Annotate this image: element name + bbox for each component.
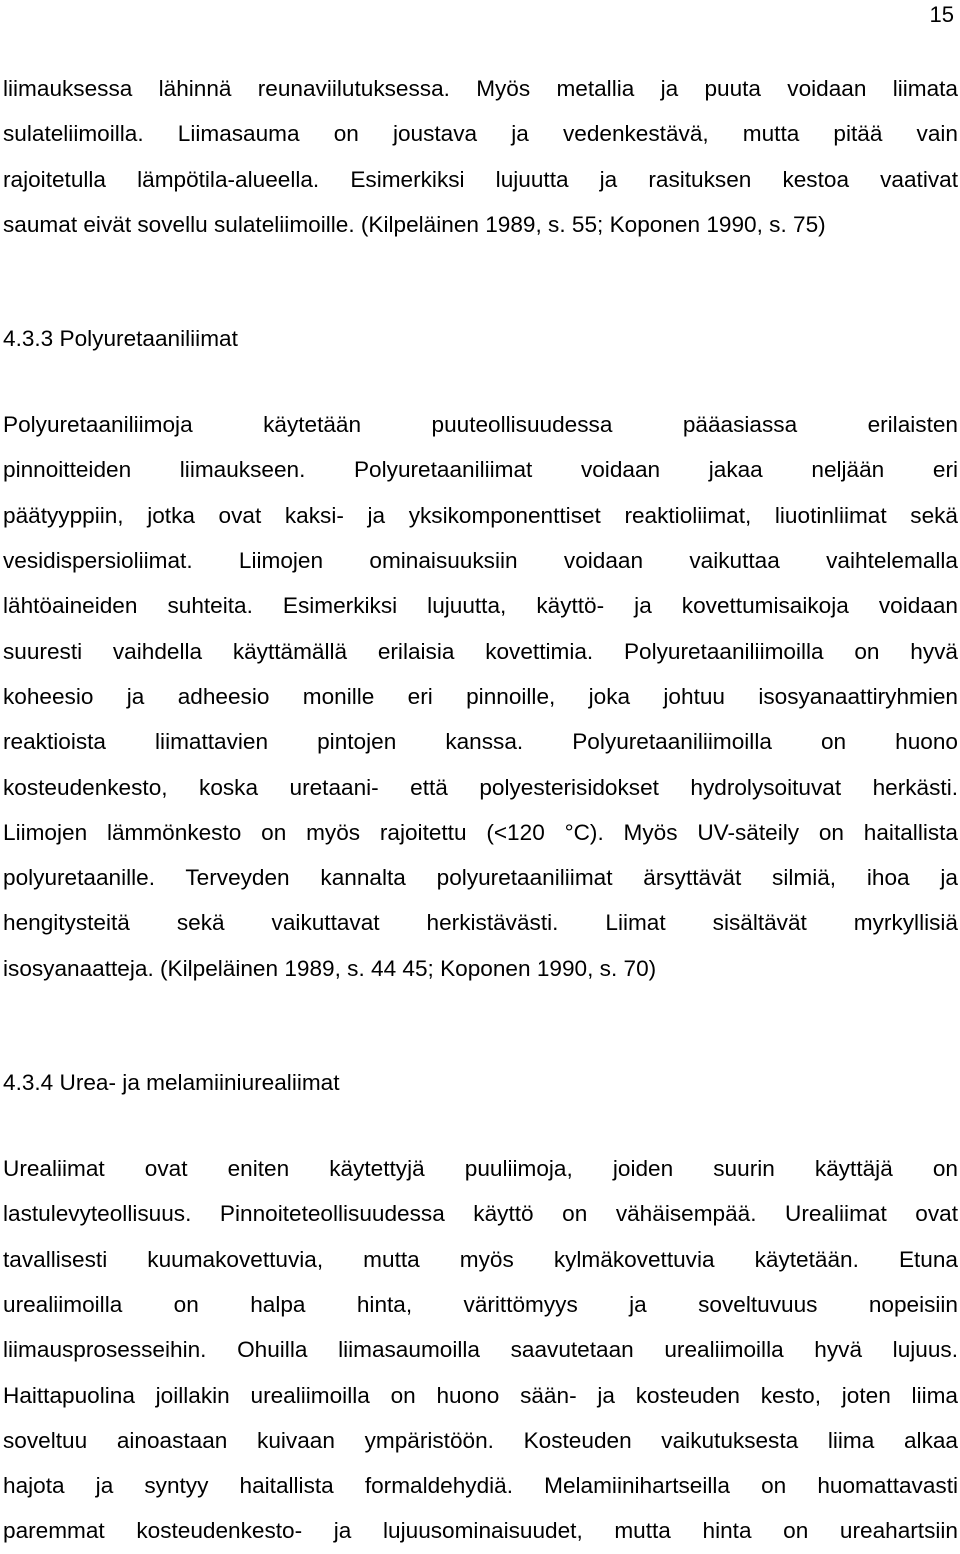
paragraph-sulateliimat <box>3 66 958 247</box>
page-number: 15 <box>929 2 954 27</box>
paragraph-polyuretaaniliimat <box>3 402 958 991</box>
text-line: Haittapuolina joillakin urealiimoilla on huono sään- ja kosteuden kesto, joten liima <box>3 1382 958 1408</box>
text-line: lähtöaineiden suhteita. Esimerkiksi lujuutta, käyttö- ja kovettumisaikoja voidaan <box>3 593 958 619</box>
text-line: lastulevyteollisuus. Pinnoiteteollisuudessa käyttö on vähäisempää. Urealiimat ovat <box>3 1201 958 1227</box>
paragraph-urealiimat <box>3 1146 958 1554</box>
text-line: Urealiimat ovat eniten käytettyjä puuliimoja, joiden suurin käyttäjä on <box>3 1156 958 1182</box>
text-line: liimausprosesseihin. Ohuilla liimasaumoilla saavutetaan urealiimoilla hyvä lujuus. <box>3 1337 958 1363</box>
text-line: sulateliimoilla. Liimasauma on joustava ja vedenkestävä, mutta pitää vain <box>3 121 958 147</box>
text-line: urealiimoilla on halpa hinta, värittömyys ja soveltuvuus nopeisiin <box>3 1291 958 1317</box>
text-line: päätyyppiin, jotka ovat kaksi- ja yksikomponenttiset reaktioliimat, liuotinliimat sekä <box>3 502 958 528</box>
text-line: polyuretaanille. Terveyden kannalta polyuretaaniliimat ärsyttävät silmiä, ihoa ja <box>3 865 958 891</box>
text-line: Polyuretaaniliimoja käytetään puuteollisuudessa pääasiassa erilaisten <box>3 412 958 438</box>
text-line: hengitysteitä sekä vaikuttavat herkistävästi. Liimat sisältävät myrkyllisiä <box>3 910 958 936</box>
text-line: hajota ja syntyy haitallista formaldehydiä. Melamiinihartseilla on huomattavasti <box>3 1473 958 1499</box>
text-line: saumat eivät sovellu sulateliimoille. (Kilpeläinen 1989, s. 55; Koponen 1990, s. 75) <box>3 211 826 237</box>
section-heading-urea-melamiiniurealiimat: 4.3.4 Urea- ja melamiiniurealiimat <box>3 1070 340 1096</box>
text-line: koheesio ja adheesio monille eri pinnoille, joka johtuu isosyanaattiryhmien <box>3 683 958 709</box>
text-line: isosyanaatteja. (Kilpeläinen 1989, s. 44 45; Koponen 1990, s. 70) <box>3 955 657 981</box>
document-body <box>3 66 958 1554</box>
text-line: paremmat kosteudenkesto- ja lujuusominaisuudet, mutta hinta on ureahartsiin <box>3 1518 958 1544</box>
text-line: suuresti vaihdella käyttämällä erilaisia kovettimia. Polyuretaaniliimoilla on hyvä <box>3 638 958 664</box>
text-line: vesidispersioliimat. Liimojen ominaisuuksiin voidaan vaikuttaa vaihtelemalla <box>3 548 958 574</box>
text-line: rajoitetulla lämpötila-alueella. Esimerkiksi lujuutta ja rasituksen kestoa vaativat <box>3 166 958 192</box>
section-heading-polyuretaaniliimat: 4.3.3 Polyuretaaniliimat <box>3 326 238 352</box>
text-line: Liimojen lämmönkesto on myös rajoitettu (<120 °C). Myös UV-säteily on haitallista <box>3 819 958 845</box>
text-line: tavallisesti kuumakovettuvia, mutta myös kylmäkovettuvia käytetään. Etuna <box>3 1246 958 1272</box>
text-line: reaktioista liimattavien pintojen kanssa. Polyuretaaniliimoilla on huono <box>3 729 958 755</box>
text-line: kosteudenkesto, koska uretaani- että polyesterisidokset hydrolysoituvat herkästi. <box>3 774 958 800</box>
text-line: pinnoitteiden liimaukseen. Polyuretaaniliimat voidaan jakaa neljään eri <box>3 457 958 483</box>
text-line: soveltuu ainoastaan kuivaan ympäristöön. Kosteuden vaikutuksesta liima alkaa <box>3 1427 958 1453</box>
text-line: liimauksessa lähinnä reunaviilutuksessa. Myös metallia ja puuta voidaan liimata <box>3 76 958 101</box>
